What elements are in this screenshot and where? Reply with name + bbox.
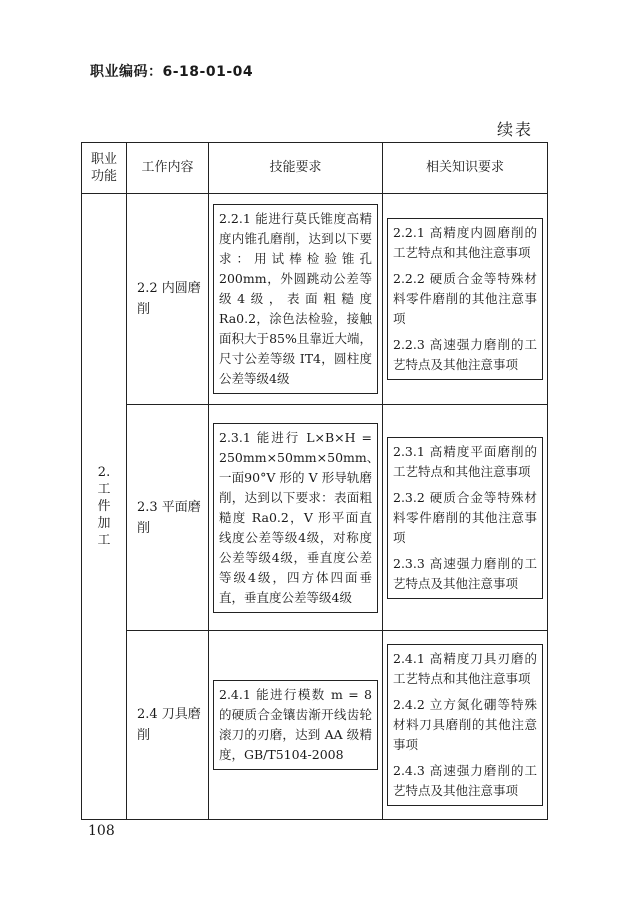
- skill-text: 2.4.1 能进行模数 m = 8 的硬质合金镶齿渐开线齿轮滚刀的刃磨，达到 AA 级精度，GB/T5104-2008: [213, 680, 378, 770]
- function-cell: [82, 194, 127, 820]
- knowledge-cell: [383, 405, 548, 631]
- header-knowledge: 相关知识要求: [383, 143, 548, 194]
- table-row: [82, 405, 548, 631]
- table-header-row: [82, 143, 548, 194]
- skill-cell: [209, 194, 383, 405]
- work-cell: [127, 405, 209, 631]
- header-work: 工作内容: [127, 143, 209, 194]
- function-label: 2. 工件加工: [97, 465, 111, 548]
- header-skill: 技能要求: [209, 143, 383, 194]
- knowledge-item: 2.2.1 高精度内圆磨削的工艺特点和其他注意事项: [393, 225, 537, 260]
- knowledge-item: 2.4.3 高速强力磨削的工艺特点及其他注意事项: [393, 763, 537, 798]
- skill-text: 2.2.1 能进行莫氏锥度高精度内锥孔磨削，达到以下要求：用试棒检验锥孔200mm，外圆跳动公差等级4级，表面粗糙度 Ra0.2，涂色法检验，接触面积大于85%且靠近大端，尺寸公差等级 IT4，圆柱度公差等级4级: [213, 204, 378, 394]
- page-number: 108: [88, 823, 115, 839]
- knowledge-item: 2.2.3 高速强力磨削的工艺特点及其他注意事项: [393, 337, 537, 372]
- knowledge-item: 2.4.2 立方氮化硼等特殊材料刀具磨削的其他注意事项: [393, 697, 537, 752]
- occupation-code: 职业编码：6-18-01-04: [90, 64, 254, 80]
- skill-cell: [209, 405, 383, 631]
- skill-cell: [209, 631, 383, 820]
- knowledge-cell: [383, 194, 548, 405]
- work-cell: [127, 631, 209, 820]
- skill-text: 2.3.1 能进行 L×B×H = 250mm×50mm×50mm、一面90°V 形的 V 形导轨磨削，达到以下要求：表面粗糙度 Ra0.2，V 形平面直线度公差等级4级，对称度公差等级4级，垂直度公差等级4级，四方体四面垂直，垂直度公差等级4级: [213, 423, 378, 613]
- skill-table: [81, 142, 548, 820]
- work-cell: [127, 194, 209, 405]
- knowledge-item: 2.3.1 高精度平面磨削的工艺特点和其他注意事项: [393, 443, 537, 479]
- knowledge-cell: [383, 631, 548, 820]
- work-label: 2.2 内圆磨削: [137, 281, 201, 317]
- knowledge-item: 2.3.3 高速强力磨削的工艺特点及其他注意事项: [393, 555, 537, 591]
- table-row: [82, 631, 548, 820]
- work-label: 2.4 刀具磨削: [137, 707, 201, 743]
- table-row: [82, 194, 548, 405]
- work-label: 2.3 平面磨削: [137, 499, 201, 536]
- knowledge-item: 2.2.2 硬质合金等特殊材料零件磨削的其他注意事项: [393, 271, 537, 326]
- knowledge-item: 2.3.2 硬质合金等特殊材料零件磨削的其他注意事项: [393, 489, 537, 545]
- header-function: 职业功能: [82, 143, 127, 194]
- knowledge-item: 2.4.1 高精度刀具刃磨的工艺特点和其他注意事项: [393, 651, 537, 686]
- continued-label: 续表: [497, 120, 534, 139]
